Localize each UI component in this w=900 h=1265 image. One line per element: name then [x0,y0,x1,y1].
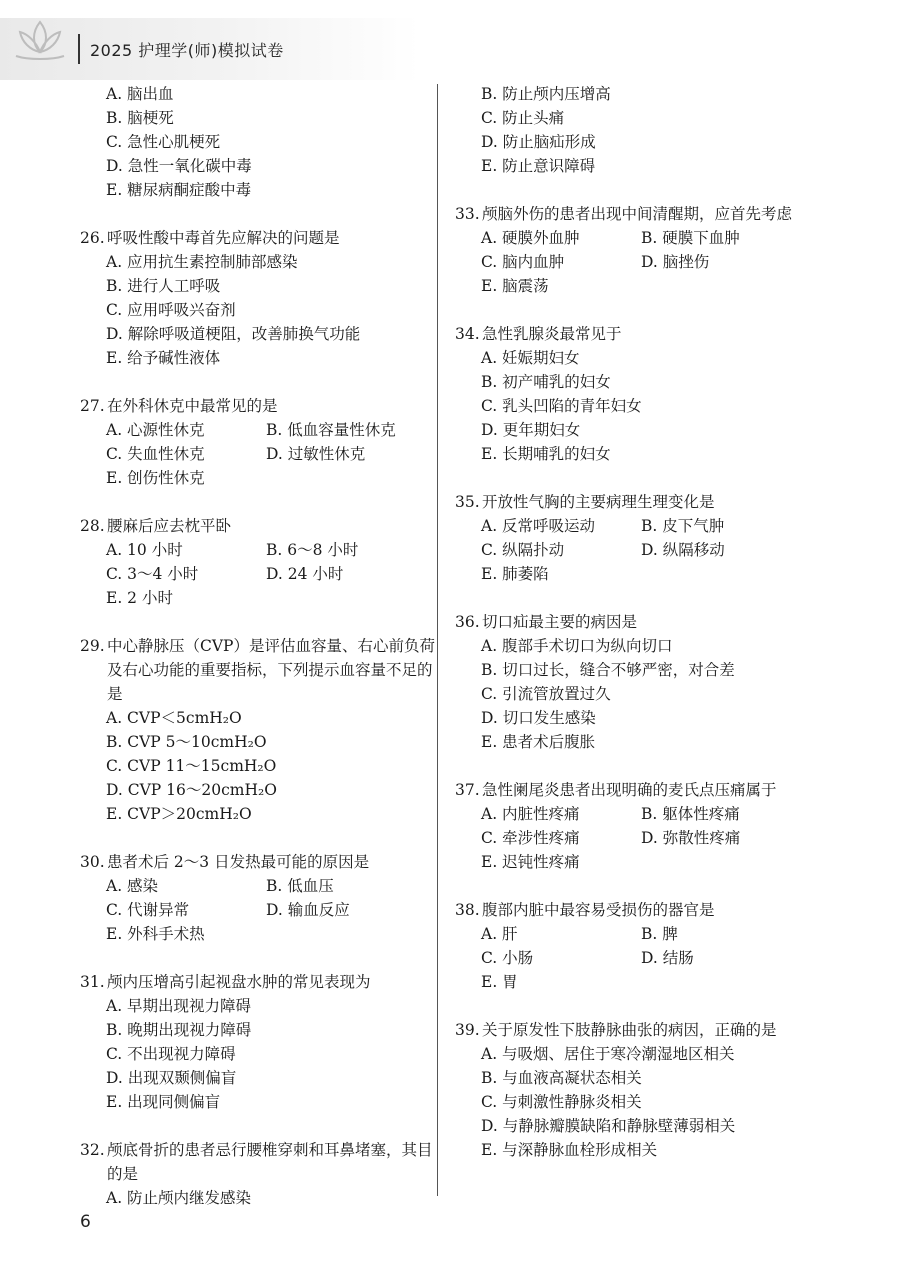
option: B. 6～8 小时 [266,541,359,559]
option-row [481,730,817,754]
option: C. 不出现视力障碍 [106,1045,236,1063]
question-number: 32. [80,1141,105,1159]
question-stem [455,898,817,922]
option: A. 心源性休克 [106,421,205,439]
option: E. 创伤性休克 [106,469,205,487]
option-list [455,514,817,586]
option-row [106,706,442,730]
option-list [80,874,442,946]
question-item [80,970,442,1114]
option-row [106,586,442,610]
option-row [106,1042,442,1066]
option-row [106,298,442,322]
option: E. 2 小时 [106,589,173,607]
question-text: 患者术后 2～3 日发热最可能的原因是 [107,853,370,871]
option: E. 与深静脉血栓形成相关 [481,1141,658,1159]
option: C. 3～4 小时 [106,565,199,583]
option-list [80,706,442,826]
running-header-title: 2025 护理学(师)模拟试卷 [90,41,284,60]
question-item [455,778,817,874]
question-text: 呼吸性酸中毒首先应解决的问题是 [107,229,340,247]
question-number: 29. [80,637,105,655]
option-row [481,1042,817,1066]
option: D. 与静脉瓣膜缺陷和静脉壁薄弱相关 [481,1117,736,1135]
question-stem [455,1018,817,1042]
option-row [481,802,817,826]
option: D. 更年期妇女 [481,421,581,439]
option-list [80,82,442,202]
option-row [106,802,442,826]
option-row [106,874,442,898]
option: A. 10 小时 [106,541,183,559]
left-column [80,82,442,1234]
option: A. 应用抗生素控制肺部感染 [106,253,298,271]
question-text: 在外科休克中最常见的是 [107,397,278,415]
option-list [455,802,817,874]
option: B. 低血容量性休克 [266,421,396,439]
option-row [481,250,817,274]
question-stem [455,610,817,634]
option: D. 解除呼吸道梗阻，改善肺换气功能 [106,325,361,343]
question-item [455,322,817,466]
question-stem [80,850,442,874]
option-list [80,250,442,370]
option: E. 长期哺乳的妇女 [481,445,611,463]
question-item [80,226,442,370]
question-text: 急性阑尾炎患者出现明确的麦氏点压痛属于 [482,781,777,799]
option-row [481,634,817,658]
option-list [455,82,817,178]
option: C. 代谢异常 [106,901,190,919]
option: A. 妊娠期妇女 [481,349,580,367]
option-row [481,418,817,442]
option: D. 输血反应 [266,901,350,919]
option: C. CVP 11～15cmH₂O [106,757,277,775]
option-row [106,994,442,1018]
option: C. 引流管放置过久 [481,685,611,703]
question-text: 开放性气胸的主要病理生理变化是 [482,493,715,511]
option-list [455,1042,817,1162]
option-row [481,826,817,850]
option-row [481,226,817,250]
question-number: 34. [455,325,480,343]
option-row [481,1138,817,1162]
option: A. 与吸烟、居住于寒冷潮湿地区相关 [481,1045,735,1063]
option: A. 硬膜外血肿 [481,229,580,247]
question-item [80,514,442,610]
option: D. 24 小时 [266,565,344,583]
header-divider [78,34,80,64]
option: A. 防止颅内继发感染 [106,1189,252,1207]
option: A. 感染 [106,877,159,895]
option-row [106,754,442,778]
option-list [455,634,817,754]
option: C. 与刺激性静脉炎相关 [481,1093,642,1111]
option: D. 出现双颞侧偏盲 [106,1069,237,1087]
option-row [481,658,817,682]
question-item [455,610,817,754]
option: B. 硬膜下血肿 [641,229,740,247]
option-list [80,418,442,490]
question-number: 37. [455,781,480,799]
option: C. 乳头凹陷的青年妇女 [481,397,642,415]
option: A. 脑出血 [106,85,174,103]
option: D. 过敏性休克 [266,445,366,463]
continued-options [80,82,442,202]
question-stem [455,490,817,514]
question-item [455,202,817,298]
option-row [481,850,817,874]
continued-options [455,82,817,178]
question-text: 颅底骨折的患者忌行腰椎穿刺和耳鼻堵塞，其目的是 [107,1141,433,1183]
option: B. 防止颅内压增高 [481,85,611,103]
option: E. 给予碱性液体 [106,349,221,367]
question-stem [80,394,442,418]
option-row [106,1018,442,1042]
option: A. 早期出现视力障碍 [106,997,252,1015]
question-item [80,394,442,490]
question-text: 腹部内脏中最容易受损伤的器官是 [482,901,715,919]
question-stem [455,202,817,226]
option: E. 外科手术热 [106,925,205,943]
option: E. 患者术后腹胀 [481,733,596,751]
option-list [80,538,442,610]
option-row [106,562,442,586]
option: B. CVP 5～10cmH₂O [106,733,267,751]
question-stem [455,778,817,802]
option-row [106,1066,442,1090]
question-item [455,898,817,994]
option-row [481,274,817,298]
option: A. 反常呼吸运动 [481,517,596,535]
question-stem [80,226,442,250]
option: E. 肺萎陷 [481,565,549,583]
option: D. 防止脑疝形成 [481,133,596,151]
option-row [106,274,442,298]
question-item [80,634,442,826]
option-row [481,706,817,730]
question-text: 切口疝最主要的病因是 [482,613,638,631]
option: C. 纵隔扑动 [481,541,565,559]
question-number: 39. [455,1021,480,1039]
option: D. CVP 16～20cmH₂O [106,781,277,799]
question-number: 30. [80,853,105,871]
option: C. 失血性休克 [106,445,205,463]
option-row [106,442,442,466]
option-row [481,970,817,994]
option: D. 脑挫伤 [641,253,710,271]
option-row [481,538,817,562]
question-number: 38. [455,901,480,919]
option: E. 脑震荡 [481,277,549,295]
question-text: 颅脑外伤的患者出现中间清醒期，应首先考虑 [482,205,793,223]
question-stem [80,970,442,994]
question-stem [455,322,817,346]
option-list [455,922,817,994]
option-row [106,730,442,754]
question-text: 颅内压增高引起视盘水肿的常见表现为 [107,973,371,991]
page-number: 6 [80,1212,91,1232]
question-number: 26. [80,229,105,247]
option-row [481,1114,817,1138]
question-item [455,1018,817,1162]
option: B. 切口过长，缝合不够严密，对合差 [481,661,735,679]
option: E. 迟钝性疼痛 [481,853,580,871]
option: C. 牵涉性疼痛 [481,829,580,847]
option: D. 弥散性疼痛 [641,829,741,847]
option: E. 防止意识障碍 [481,157,596,175]
option: D. 切口发生感染 [481,709,596,727]
question-stem [80,634,442,706]
question-text: 急性乳腺炎最常见于 [482,325,622,343]
option: B. 低血压 [266,877,334,895]
option: B. 晚期出现视力障碍 [106,1021,252,1039]
option-row [106,418,442,442]
option-row [481,922,817,946]
option: A. 腹部手术切口为纵向切口 [481,637,673,655]
option-list [80,1186,442,1210]
option-list [455,346,817,466]
option: B. 脾 [641,925,678,943]
option-row [106,898,442,922]
option-row [481,394,817,418]
option-row [106,778,442,802]
right-column [455,82,817,1186]
question-number: 31. [80,973,105,991]
option-row [106,466,442,490]
question-text: 关于原发性下肢静脉曲张的病因，正确的是 [482,1021,777,1039]
question-item [455,490,817,586]
option-row [106,538,442,562]
option: B. 脑梗死 [106,109,174,127]
question-stem [80,514,442,538]
question-number: 35. [455,493,480,511]
option: B. 进行人工呼吸 [106,277,221,295]
question-item [80,850,442,946]
option-row [481,1090,817,1114]
question-item [80,1138,442,1210]
option-row [106,250,442,274]
option: A. CVP＜5cmH₂O [106,709,242,727]
option: D. 急性一氧化碳中毒 [106,157,252,175]
option-row [481,1066,817,1090]
question-number: 28. [80,517,105,535]
option-row [106,346,442,370]
question-number: 33. [455,205,480,223]
option-row [106,1090,442,1114]
option-row [481,514,817,538]
option: D. 结肠 [641,949,694,967]
option: E. 糖尿病酮症酸中毒 [106,181,252,199]
option: B. 躯体性疼痛 [641,805,740,823]
option: A. 肝 [481,925,518,943]
option-row [106,322,442,346]
option: E. 出现同侧偏盲 [106,1093,221,1111]
option: E. CVP＞20cmH₂O [106,805,252,823]
option-row [481,346,817,370]
question-text: 中心静脉压（CVP）是评估血容量、右心前负荷及右心功能的重要指标，下列提示血容量不足的是 [107,637,435,703]
option: E. 胃 [481,973,518,991]
option: B. 皮下气肿 [641,517,725,535]
option: A. 内脏性疼痛 [481,805,580,823]
option-list [80,994,442,1114]
option: D. 纵隔移动 [641,541,725,559]
option-row [481,370,817,394]
option: C. 防止头痛 [481,109,565,127]
option: C. 急性心肌梗死 [106,133,221,151]
question-number: 36. [455,613,480,631]
option-row [481,562,817,586]
option: B. 与血液高凝状态相关 [481,1069,642,1087]
option: C. 小肠 [481,949,534,967]
option-row [481,442,817,466]
option-row [106,922,442,946]
option-row [481,946,817,970]
option: C. 应用呼吸兴奋剂 [106,301,236,319]
question-text: 腰麻后应去枕平卧 [107,517,232,535]
lotus-logo-icon [8,16,72,62]
option-row [481,682,817,706]
question-number: 27. [80,397,105,415]
question-stem [80,1138,442,1186]
option: C. 脑内血肿 [481,253,565,271]
option: B. 初产哺乳的妇女 [481,373,611,391]
option-row [106,1186,442,1210]
option-list [455,226,817,298]
